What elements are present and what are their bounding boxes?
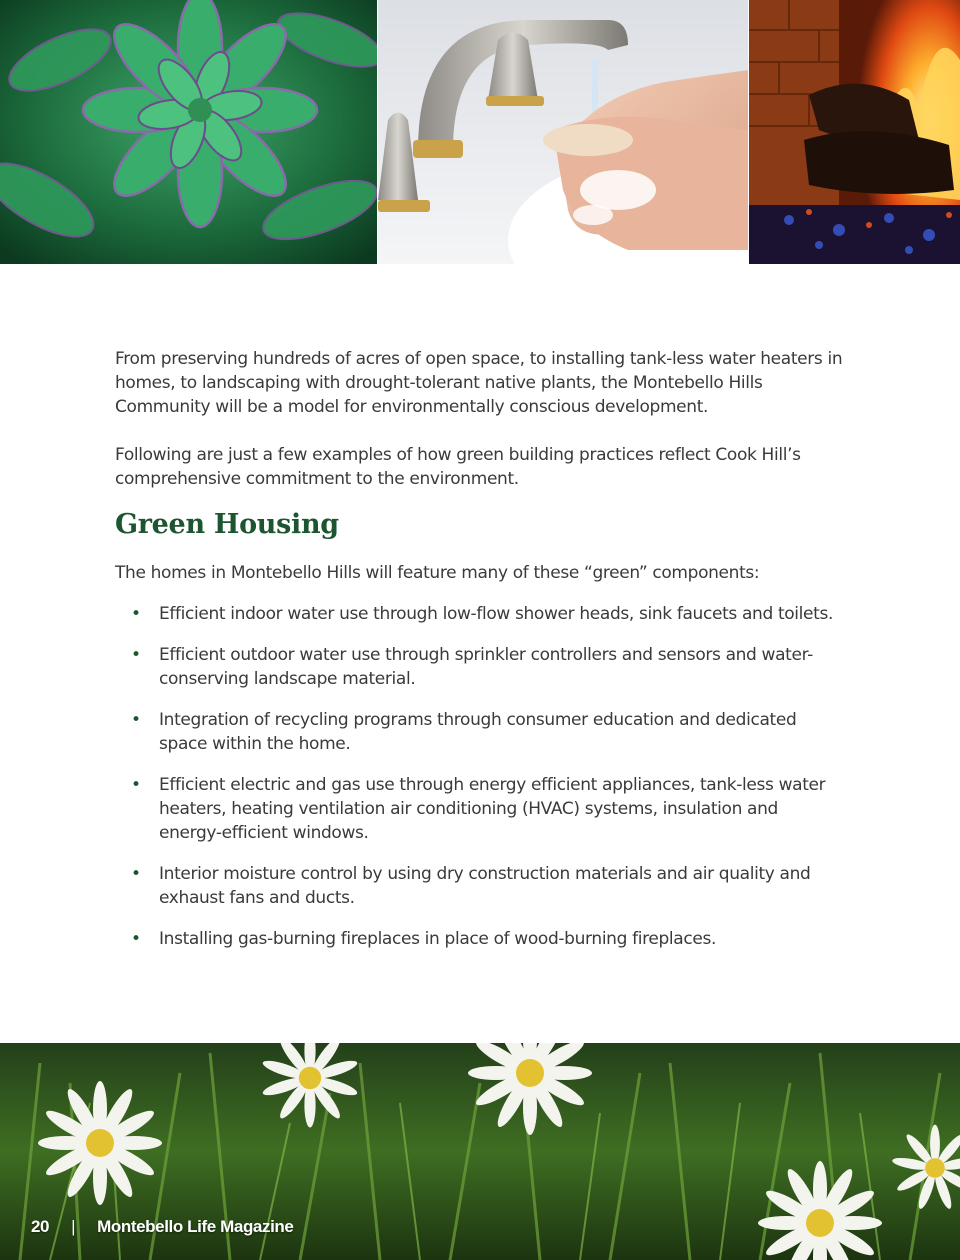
faucet-handwashing-photo: [378, 0, 748, 264]
article-body: [115, 347, 845, 968]
list-item: • Installing gas-burning fireplaces in place of wood-burning fireplaces.: [115, 927, 845, 951]
list-item: • Efficient outdoor water use through sprinkler controllers and sensors and water-conserving landscape material.: [115, 643, 845, 691]
section-lead: The homes in Montebello Hills will feature many of these “green” components:: [115, 563, 760, 583]
list-item: • Integration of recycling programs through consumer education and dedicated space within the home.: [115, 708, 845, 756]
list-item: • Interior moisture control by using dry construction materials and air quality and exhaust fans and ducts.: [115, 862, 845, 910]
green-components-list: [115, 602, 845, 951]
list-item: • Efficient electric and gas use through energy efficient appliances, tank-less water heaters, heating ventilation air conditioning (HVAC) systems, insulation and energy-efficient windows.: [115, 773, 845, 845]
list-item: • Efficient indoor water use through low-flow shower heads, sink faucets and toilets.: [115, 602, 845, 626]
fireplace-photo: [749, 0, 960, 264]
page-footer: [31, 1217, 293, 1237]
intro-paragraph-2: Following are just a few examples of how green building practices reflect Cook Hill’s comprehensive commitment to the environment.: [115, 445, 801, 489]
intro-paragraph-1: From preserving hundreds of acres of open space, to installing tank-less water heaters in homes, to landscaping with drought-tolerant native plants, the Montebello Hills Community will be a model for environmentally conscious development.: [115, 349, 843, 417]
photo-strip: [0, 0, 960, 264]
succulent-photo: [0, 0, 377, 264]
publication-name: Montebello Life Magazine: [97, 1217, 294, 1236]
section-heading: Green Housing: [115, 509, 339, 540]
footer-separator: |: [71, 1217, 76, 1236]
page-number: 20: [31, 1217, 50, 1236]
